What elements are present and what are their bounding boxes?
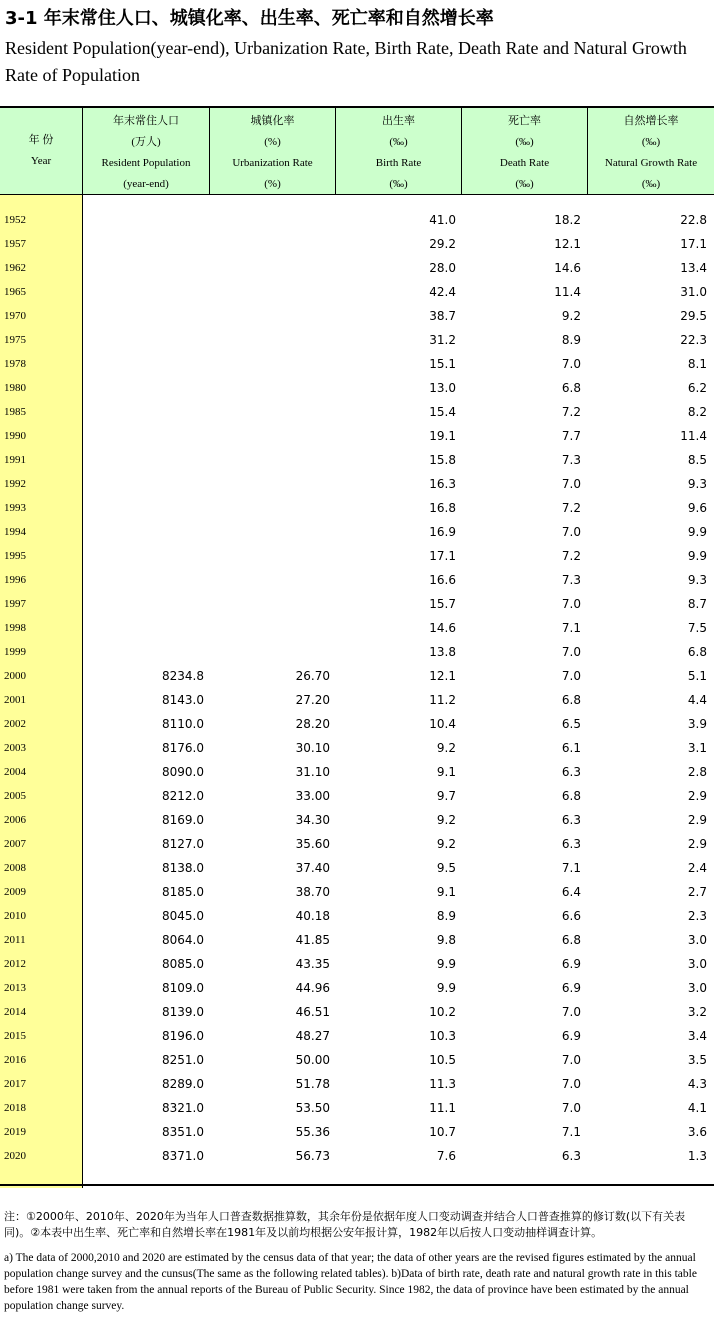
population-cell: 8321.0 <box>162 1101 204 1115</box>
year-cell: 1992 <box>4 478 26 490</box>
birth-rate-cell: 15.1 <box>429 357 456 371</box>
table-row <box>0 352 714 376</box>
population-cell: 8139.0 <box>162 1005 204 1019</box>
header-line: (‰) <box>641 178 661 190</box>
population-cell: 8090.0 <box>162 765 204 779</box>
death-rate-cell: 6.9 <box>561 981 581 995</box>
population-cell: 8234.8 <box>162 669 204 683</box>
death-rate-cell: 6.5 <box>561 717 581 731</box>
natural-growth-cell: 3.2 <box>687 1005 707 1019</box>
urbanization-cell: 55.36 <box>295 1125 330 1139</box>
natural-growth-cell: 11.4 <box>680 429 707 443</box>
urbanization-cell: 27.20 <box>295 693 330 707</box>
birth-rate-cell: 9.8 <box>436 933 456 947</box>
population-cell: 8127.0 <box>162 837 204 851</box>
table-header <box>0 108 714 194</box>
death-rate-cell: 6.1 <box>561 741 581 755</box>
urbanization-cell: 48.27 <box>295 1029 330 1043</box>
population-cell: 8169.0 <box>162 813 204 827</box>
natural-growth-cell: 4.1 <box>687 1101 707 1115</box>
urbanization-cell: 56.73 <box>295 1149 330 1163</box>
natural-growth-cell: 7.5 <box>687 621 707 635</box>
birth-rate-cell: 9.9 <box>436 957 456 971</box>
year-cell: 1962 <box>4 262 26 274</box>
year-cell: 2014 <box>4 1006 26 1018</box>
death-rate-cell: 7.0 <box>561 1077 581 1091</box>
birth-rate-cell: 16.3 <box>429 477 456 491</box>
table-row <box>0 808 714 832</box>
birth-rate-cell: 9.9 <box>436 981 456 995</box>
year-cell: 2009 <box>4 886 26 898</box>
header-year <box>0 108 82 194</box>
natural-growth-cell: 5.1 <box>687 669 707 683</box>
table-row <box>0 784 714 808</box>
year-cell: 2002 <box>4 718 26 730</box>
population-cell: 8143.0 <box>162 693 204 707</box>
birth-rate-cell: 9.2 <box>436 813 456 827</box>
urbanization-cell: 37.40 <box>295 861 330 875</box>
natural-growth-cell: 3.6 <box>687 1125 707 1139</box>
birth-rate-cell: 42.4 <box>429 285 456 299</box>
table-row <box>0 544 714 568</box>
birth-rate-cell: 10.5 <box>429 1053 456 1067</box>
footnote-en: a) The data of 2000,2010 and 2020 are estimated by the census data of that year; the data of other years are the revised figures estimated by the annual population change survey and the cunsus(The same as the following related tables). b)Data of birth rate, death rate and natural growth rate in this table before 1981 were taken from the annual reports of the Bureau of Public Security. Since 1982, the data of province have been estimated by the annual population change survey. <box>4 1252 697 1312</box>
population-cell: 8196.0 <box>162 1029 204 1043</box>
table-row <box>0 616 714 640</box>
header-line: (‰) <box>389 136 408 148</box>
urbanization-cell: 31.10 <box>295 765 330 779</box>
table-title-en: Resident Population(year-end), Urbanization Rate, Birth Rate, Death Rate and Natural Growth Rate of Population <box>5 38 687 85</box>
header-urbanization <box>210 108 335 194</box>
birth-rate-cell: 9.1 <box>436 765 456 779</box>
birth-rate-cell: 31.2 <box>429 333 456 347</box>
death-rate-cell: 7.2 <box>561 501 581 515</box>
natural-growth-cell: 6.2 <box>687 381 707 395</box>
table-row <box>0 520 714 544</box>
header-death-rate <box>462 108 587 194</box>
birth-rate-cell: 13.8 <box>429 645 456 659</box>
natural-growth-cell: 3.0 <box>687 981 707 995</box>
year-cell: 2018 <box>4 1102 26 1114</box>
year-cell: 2003 <box>4 742 26 754</box>
natural-growth-cell: 4.3 <box>687 1077 707 1091</box>
death-rate-cell: 6.9 <box>561 957 581 971</box>
natural-growth-cell: 2.8 <box>687 765 707 779</box>
table-row <box>0 592 714 616</box>
death-rate-cell: 7.0 <box>561 1005 581 1019</box>
death-rate-cell: 9.2 <box>561 309 581 323</box>
death-rate-cell: 14.6 <box>554 261 581 275</box>
table-row <box>0 832 714 856</box>
population-cell: 8110.0 <box>162 717 204 731</box>
footnote-zh: 注：①2000年、2010年、2020年为当年人口普查数据推算数，其余年份是依据年度人口变动调查并结合人口普查推算的修订数(以下有关表同)。②本表中出生率、死亡率和自然增长率在1981年及以前均根据公安年报计算，1982年以后按人口变动抽样调查计算。 <box>4 1210 686 1239</box>
year-cell: 1993 <box>4 502 26 514</box>
birth-rate-cell: 13.0 <box>429 381 456 395</box>
header-line: (万人) <box>131 136 161 148</box>
birth-rate-cell: 7.6 <box>436 1149 456 1163</box>
urbanization-cell: 35.60 <box>295 837 330 851</box>
year-cell: 2013 <box>4 982 26 994</box>
header-population <box>83 108 209 194</box>
death-rate-cell: 12.1 <box>554 237 581 251</box>
table-row <box>0 1024 714 1048</box>
birth-rate-cell: 29.2 <box>429 237 456 251</box>
natural-growth-cell: 3.9 <box>687 717 707 731</box>
natural-growth-cell: 22.8 <box>680 213 707 227</box>
year-cell: 2001 <box>4 694 26 706</box>
year-cell: 1957 <box>4 238 26 250</box>
natural-growth-cell: 2.9 <box>687 789 707 803</box>
death-rate-cell: 7.0 <box>561 525 581 539</box>
death-rate-cell: 6.9 <box>561 1029 581 1043</box>
natural-growth-cell: 22.3 <box>680 333 707 347</box>
birth-rate-cell: 41.0 <box>429 213 456 227</box>
year-cell: 2008 <box>4 862 26 874</box>
header-birth-rate <box>336 108 461 194</box>
header-line: Death Rate <box>499 157 550 169</box>
table-row <box>0 208 714 232</box>
natural-growth-cell: 3.1 <box>687 741 707 755</box>
year-cell: 1970 <box>4 310 26 322</box>
header-year-zh: 年 份 <box>28 134 54 146</box>
population-cell: 8109.0 <box>162 981 204 995</box>
table-row <box>0 568 714 592</box>
year-cell: 2004 <box>4 766 26 778</box>
year-cell: 1985 <box>4 406 26 418</box>
urbanization-cell: 50.00 <box>295 1053 330 1067</box>
death-rate-cell: 7.1 <box>561 1125 581 1139</box>
table-row <box>0 1144 714 1168</box>
header-bottom-border <box>0 194 714 195</box>
table-row <box>0 1000 714 1024</box>
year-cell: 1978 <box>4 358 26 370</box>
death-rate-cell: 7.1 <box>561 621 581 635</box>
birth-rate-cell: 28.0 <box>429 261 456 275</box>
natural-growth-cell: 3.0 <box>687 957 707 971</box>
year-cell: 1965 <box>4 286 26 298</box>
header-line: (‰) <box>641 136 661 148</box>
birth-rate-cell: 11.2 <box>429 693 456 707</box>
death-rate-cell: 6.3 <box>561 837 581 851</box>
urbanization-cell: 41.85 <box>295 933 330 947</box>
birth-rate-cell: 11.3 <box>429 1077 456 1091</box>
death-rate-cell: 6.8 <box>561 789 581 803</box>
urbanization-cell: 43.35 <box>295 957 330 971</box>
table-row <box>0 880 714 904</box>
death-rate-cell: 7.0 <box>561 477 581 491</box>
table-row <box>0 1048 714 1072</box>
header-line: Resident Population <box>101 157 191 169</box>
death-rate-cell: 6.8 <box>561 933 581 947</box>
death-rate-cell: 6.3 <box>561 765 581 779</box>
death-rate-cell: 7.0 <box>561 1101 581 1115</box>
table-row <box>0 928 714 952</box>
population-cell: 8212.0 <box>162 789 204 803</box>
table-row <box>0 640 714 664</box>
death-rate-cell: 7.7 <box>561 429 581 443</box>
header-year-en: Year <box>30 155 52 167</box>
birth-rate-cell: 15.7 <box>429 597 456 611</box>
urbanization-cell: 40.18 <box>295 909 330 923</box>
year-cell: 2020 <box>4 1150 26 1162</box>
table-row <box>0 376 714 400</box>
table-row <box>0 1096 714 1120</box>
table-row <box>0 496 714 520</box>
death-rate-cell: 7.2 <box>561 405 581 419</box>
natural-growth-cell: 9.3 <box>687 477 707 491</box>
table-row <box>0 712 714 736</box>
natural-growth-cell: 8.2 <box>687 405 707 419</box>
year-cell: 1995 <box>4 550 26 562</box>
year-cell: 2000 <box>4 670 26 682</box>
year-cell: 2017 <box>4 1078 26 1090</box>
urbanization-cell: 44.96 <box>295 981 330 995</box>
footnotes <box>4 1209 710 1314</box>
header-line: Natural Growth Rate <box>604 157 698 169</box>
year-cell: 1998 <box>4 622 26 634</box>
death-rate-cell: 7.0 <box>561 669 581 683</box>
birth-rate-cell: 9.2 <box>436 741 456 755</box>
header-line: (%) <box>264 178 281 190</box>
natural-growth-cell: 2.9 <box>687 813 707 827</box>
birth-rate-cell: 10.2 <box>429 1005 456 1019</box>
header-line: 年末常住人口 <box>113 115 179 127</box>
death-rate-cell: 6.3 <box>561 813 581 827</box>
birth-rate-cell: 38.7 <box>429 309 456 323</box>
natural-growth-cell: 8.5 <box>687 453 707 467</box>
population-cell: 8138.0 <box>162 861 204 875</box>
urbanization-cell: 30.10 <box>295 741 330 755</box>
urbanization-cell: 26.70 <box>295 669 330 683</box>
table-row <box>0 1120 714 1144</box>
year-cell: 1991 <box>4 454 26 466</box>
year-cell: 2011 <box>4 934 26 946</box>
population-cell: 8045.0 <box>162 909 204 923</box>
column-divider <box>335 108 336 195</box>
year-cell: 2010 <box>4 910 26 922</box>
natural-growth-cell: 17.1 <box>680 237 707 251</box>
table-row <box>0 232 714 256</box>
header-line: (year-end) <box>123 178 169 190</box>
year-cell: 2019 <box>4 1126 26 1138</box>
natural-growth-cell: 2.3 <box>687 909 707 923</box>
table-row <box>0 256 714 280</box>
birth-rate-cell: 12.1 <box>429 669 456 683</box>
header-natural-growth <box>588 108 714 194</box>
table-row <box>0 304 714 328</box>
population-cell: 8085.0 <box>162 957 204 971</box>
death-rate-cell: 18.2 <box>554 213 581 227</box>
column-divider <box>461 108 462 195</box>
death-rate-cell: 7.3 <box>561 453 581 467</box>
table-row <box>0 952 714 976</box>
death-rate-cell: 7.2 <box>561 549 581 563</box>
year-cell: 2012 <box>4 958 26 970</box>
header-line: (‰) <box>515 178 534 190</box>
year-cell: 1996 <box>4 574 26 586</box>
year-cell: 1980 <box>4 382 26 394</box>
year-cell: 2005 <box>4 790 26 802</box>
birth-rate-cell: 9.5 <box>436 861 456 875</box>
table-row <box>0 472 714 496</box>
urbanization-cell: 33.00 <box>295 789 330 803</box>
table-body <box>0 208 714 1168</box>
natural-growth-cell: 8.1 <box>687 357 707 371</box>
table-bottom-border <box>0 1184 714 1186</box>
birth-rate-cell: 10.4 <box>429 717 456 731</box>
death-rate-cell: 7.0 <box>561 357 581 371</box>
table-row <box>0 856 714 880</box>
birth-rate-cell: 10.3 <box>429 1029 456 1043</box>
death-rate-cell: 6.4 <box>561 885 581 899</box>
population-cell: 8251.0 <box>162 1053 204 1067</box>
natural-growth-cell: 29.5 <box>680 309 707 323</box>
urbanization-cell: 28.20 <box>295 717 330 731</box>
column-divider <box>587 108 588 195</box>
natural-growth-cell: 8.7 <box>687 597 707 611</box>
urbanization-cell: 34.30 <box>295 813 330 827</box>
header-line: (%) <box>264 136 281 148</box>
natural-growth-cell: 3.4 <box>687 1029 707 1043</box>
natural-growth-cell: 9.9 <box>687 525 707 539</box>
natural-growth-cell: 31.0 <box>680 285 707 299</box>
table-row <box>0 664 714 688</box>
urbanization-cell: 51.78 <box>295 1077 330 1091</box>
year-cell: 1994 <box>4 526 26 538</box>
header-line: (‰) <box>515 136 534 148</box>
natural-growth-cell: 2.9 <box>687 837 707 851</box>
urbanization-cell: 46.51 <box>295 1005 330 1019</box>
natural-growth-cell: 9.6 <box>687 501 707 515</box>
birth-rate-cell: 8.9 <box>436 909 456 923</box>
header-line: 死亡率 <box>508 115 541 127</box>
year-cell: 1975 <box>4 334 26 346</box>
year-cell: 1952 <box>4 214 26 226</box>
table-row <box>0 400 714 424</box>
table-row <box>0 976 714 1000</box>
table-row <box>0 904 714 928</box>
birth-rate-cell: 19.1 <box>429 429 456 443</box>
death-rate-cell: 6.8 <box>561 381 581 395</box>
natural-growth-cell: 13.4 <box>680 261 707 275</box>
population-cell: 8351.0 <box>162 1125 204 1139</box>
natural-growth-cell: 4.4 <box>687 693 707 707</box>
birth-rate-cell: 16.6 <box>429 573 456 587</box>
table-title-zh: 3-1 年末常住人口、城镇化率、出生率、死亡率和自然增长率 <box>5 8 494 29</box>
natural-growth-cell: 9.9 <box>687 549 707 563</box>
birth-rate-cell: 15.8 <box>429 453 456 467</box>
year-cell: 1997 <box>4 598 26 610</box>
population-cell: 8064.0 <box>162 933 204 947</box>
population-cell: 8371.0 <box>162 1149 204 1163</box>
death-rate-cell: 7.0 <box>561 597 581 611</box>
table-row <box>0 1072 714 1096</box>
urbanization-cell: 53.50 <box>295 1101 330 1115</box>
birth-rate-cell: 11.1 <box>429 1101 456 1115</box>
header-line: (‰) <box>389 178 408 190</box>
death-rate-cell: 7.0 <box>561 645 581 659</box>
table-row <box>0 424 714 448</box>
birth-rate-cell: 14.6 <box>429 621 456 635</box>
birth-rate-cell: 17.1 <box>429 549 456 563</box>
death-rate-cell: 6.3 <box>561 1149 581 1163</box>
natural-growth-cell: 3.5 <box>687 1053 707 1067</box>
birth-rate-cell: 9.1 <box>436 885 456 899</box>
table-row <box>0 688 714 712</box>
year-cell: 1999 <box>4 646 26 658</box>
urbanization-cell: 38.70 <box>295 885 330 899</box>
table-row <box>0 448 714 472</box>
natural-growth-cell: 1.3 <box>687 1149 707 1163</box>
population-cell: 8289.0 <box>162 1077 204 1091</box>
birth-rate-cell: 10.7 <box>429 1125 456 1139</box>
death-rate-cell: 7.3 <box>561 573 581 587</box>
year-cell: 1990 <box>4 430 26 442</box>
header-line: Birth Rate <box>375 157 422 169</box>
natural-growth-cell: 6.8 <box>687 645 707 659</box>
birth-rate-cell: 9.7 <box>436 789 456 803</box>
population-cell: 8185.0 <box>162 885 204 899</box>
death-rate-cell: 6.8 <box>561 693 581 707</box>
birth-rate-cell: 15.4 <box>429 405 456 419</box>
header-line: 出生率 <box>382 115 415 127</box>
year-cell: 2006 <box>4 814 26 826</box>
natural-growth-cell: 2.4 <box>687 861 707 875</box>
death-rate-cell: 7.1 <box>561 861 581 875</box>
table-row <box>0 736 714 760</box>
header-line: 自然增长率 <box>623 115 679 127</box>
death-rate-cell: 8.9 <box>561 333 581 347</box>
natural-growth-cell: 2.7 <box>687 885 707 899</box>
death-rate-cell: 11.4 <box>554 285 581 299</box>
natural-growth-cell: 9.3 <box>687 573 707 587</box>
death-rate-cell: 6.6 <box>561 909 581 923</box>
header-line: Urbanization Rate <box>232 157 313 169</box>
year-cell: 2015 <box>4 1030 26 1042</box>
column-divider <box>209 108 210 195</box>
table-row <box>0 328 714 352</box>
population-cell: 8176.0 <box>162 741 204 755</box>
table-row <box>0 760 714 784</box>
year-cell: 2016 <box>4 1054 26 1066</box>
header-line: 城镇化率 <box>250 115 295 127</box>
column-divider <box>82 108 83 195</box>
birth-rate-cell: 16.8 <box>429 501 456 515</box>
table-row <box>0 280 714 304</box>
birth-rate-cell: 9.2 <box>436 837 456 851</box>
death-rate-cell: 7.0 <box>561 1053 581 1067</box>
natural-growth-cell: 3.0 <box>687 933 707 947</box>
year-cell: 2007 <box>4 838 26 850</box>
birth-rate-cell: 16.9 <box>429 525 456 539</box>
